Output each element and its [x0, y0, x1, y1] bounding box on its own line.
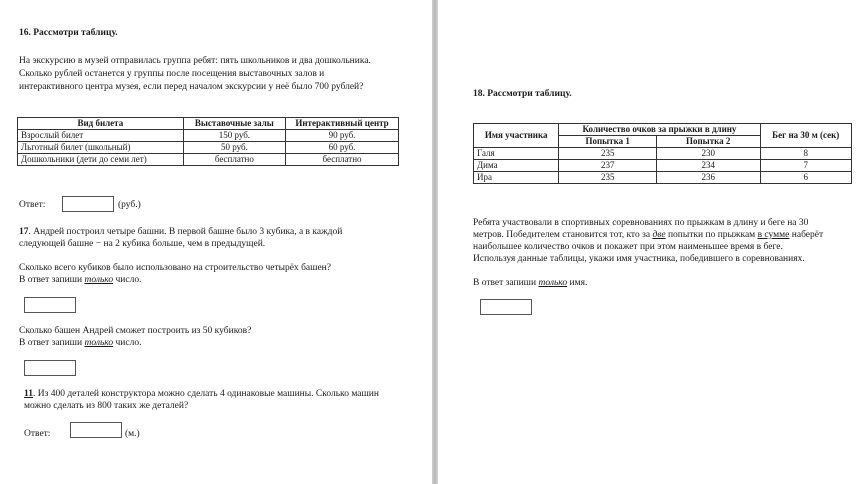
text-run: попытки по прыжкам — [665, 230, 758, 240]
q18-para-line4: Используя данные таблицы, укажи имя участника, победившего в соревнованиях. — [473, 254, 805, 264]
q17-ask1: Сколько всего кубиков было использовано на строительство четырёх башен? — [19, 263, 331, 273]
table-row — [474, 160, 852, 172]
cell: Льготный билет (школьный) — [18, 142, 184, 154]
table-row — [18, 154, 399, 166]
q11-answer-unit: (м.) — [125, 429, 140, 439]
cell: Ира — [474, 172, 559, 184]
cell: Галя — [474, 148, 559, 160]
col-interactive: Интерактивный центр — [286, 118, 399, 130]
instr-prefix: В ответ запиши — [19, 338, 85, 348]
q18-para-line2 — [473, 229, 823, 241]
col-exhibition: Выставочные залы — [183, 118, 285, 130]
cell: 50 руб. — [183, 142, 285, 154]
instr-suffix: имя. — [567, 278, 588, 288]
table-header-row — [474, 124, 852, 136]
q11-answer-box[interactable] — [70, 422, 122, 438]
cell: 230 — [656, 148, 760, 160]
table-row — [18, 142, 399, 154]
right-page — [438, 0, 868, 484]
cell: 237 — [559, 160, 657, 172]
q16-answer-unit: (руб.) — [118, 200, 141, 210]
q16-title: 16. Рассмотри таблицу. — [19, 28, 118, 38]
cell: 7 — [760, 160, 852, 172]
instr-only: только — [84, 275, 114, 285]
competition-table — [473, 123, 852, 184]
left-page — [0, 0, 432, 484]
col-try1: Попытка 1 — [559, 136, 657, 148]
cell: 235 — [559, 148, 657, 160]
text-run: наберёт — [789, 230, 824, 240]
q16-answer-box[interactable] — [62, 196, 114, 212]
q18-para-line3: наибольшее количество очков и покажет при этом наименьшее время в беге. — [473, 242, 783, 252]
emph-two: две — [652, 230, 666, 240]
q17-ask1-instruction — [19, 274, 141, 286]
cell: 90 руб. — [286, 130, 399, 142]
q16-text-line1: На экскурсию в музей отправилась группа ребят: пять школьников и два дошкольника. — [19, 56, 371, 66]
instr-prefix: В ответ запиши — [473, 278, 539, 288]
q18-answer-box[interactable] — [480, 299, 532, 315]
col-try2: Попытка 2 — [656, 136, 760, 148]
cell: Дима — [474, 160, 559, 172]
ticket-price-table — [17, 117, 399, 166]
instr-only: только — [84, 338, 114, 348]
q18-para-line1: Ребята участвовали в спортивных соревнованиях по прыжкам в длину и беге на 30 — [473, 218, 809, 228]
cell: 6 — [760, 172, 852, 184]
cell: 235 — [559, 172, 657, 184]
cell: Дошкольники (дети до семи лет) — [18, 154, 184, 166]
q17-ask2-instruction — [19, 337, 141, 349]
cell: бесплатно — [286, 154, 399, 166]
q17-line1: . Андрей построил четыре башни. В первой башне было 3 кубика, а в каждой — [28, 227, 343, 237]
col-name: Имя участника — [474, 124, 559, 148]
cell: бесплатно — [183, 154, 285, 166]
table-row — [474, 148, 852, 160]
q16-text-line2: Сколько рублей останется у группы после посещения выставочных залов и — [19, 69, 325, 79]
q16-answer-label: Ответ: — [19, 200, 46, 210]
q16-text-line3: интерактивного центра музея, если перед началом экскурсии у неё было 700 рублей? — [19, 82, 364, 92]
col-jumps: Количество очков за прыжки в длину — [559, 124, 760, 136]
col-run: Бег на 30 м (сек) — [760, 124, 852, 148]
col-ticket-type: Вид билета — [18, 118, 184, 130]
q11-line1: . Из 400 деталей конструктора можно сделать 4 одинаковые машины. Сколько машин — [32, 389, 379, 399]
cell: 8 — [760, 148, 852, 160]
q18-answer-instruction — [473, 277, 587, 289]
table-row — [474, 172, 852, 184]
q18-title: 18. Рассмотри таблицу. — [473, 89, 572, 99]
q11-text-line2: можно сделать из 800 таких же деталей? — [24, 401, 189, 411]
text-run: метров. Победителем становится тот, кто за — [473, 230, 653, 240]
q17-number: 17 — [19, 227, 29, 237]
q17-ask2: Сколько башен Андрей сможет построить из 50 кубиков? — [19, 326, 252, 336]
q11-text-line1 — [24, 388, 379, 400]
instr-suffix: число. — [113, 338, 142, 348]
table-row — [18, 130, 399, 142]
cell: 150 руб. — [183, 130, 285, 142]
cell: 60 руб. — [286, 142, 399, 154]
instr-suffix: число. — [113, 275, 142, 285]
instr-prefix: В ответ запиши — [19, 275, 85, 285]
q11-answer-label: Ответ: — [24, 429, 51, 439]
q17-text-line2: следующей башне − на 2 кубика больше, чем в предыдущей. — [19, 239, 266, 249]
q17-answer-box-1[interactable] — [24, 297, 76, 313]
q17-text-line1 — [19, 226, 342, 238]
cell: 234 — [656, 160, 760, 172]
emph-sum: в сумме — [757, 230, 790, 240]
cell: 236 — [656, 172, 760, 184]
q17-answer-box-2[interactable] — [24, 360, 76, 376]
instr-only: только — [538, 278, 568, 288]
cell: Взрослый билет — [18, 130, 184, 142]
table-header-row — [18, 118, 399, 130]
q11-number: 11 — [24, 389, 33, 399]
